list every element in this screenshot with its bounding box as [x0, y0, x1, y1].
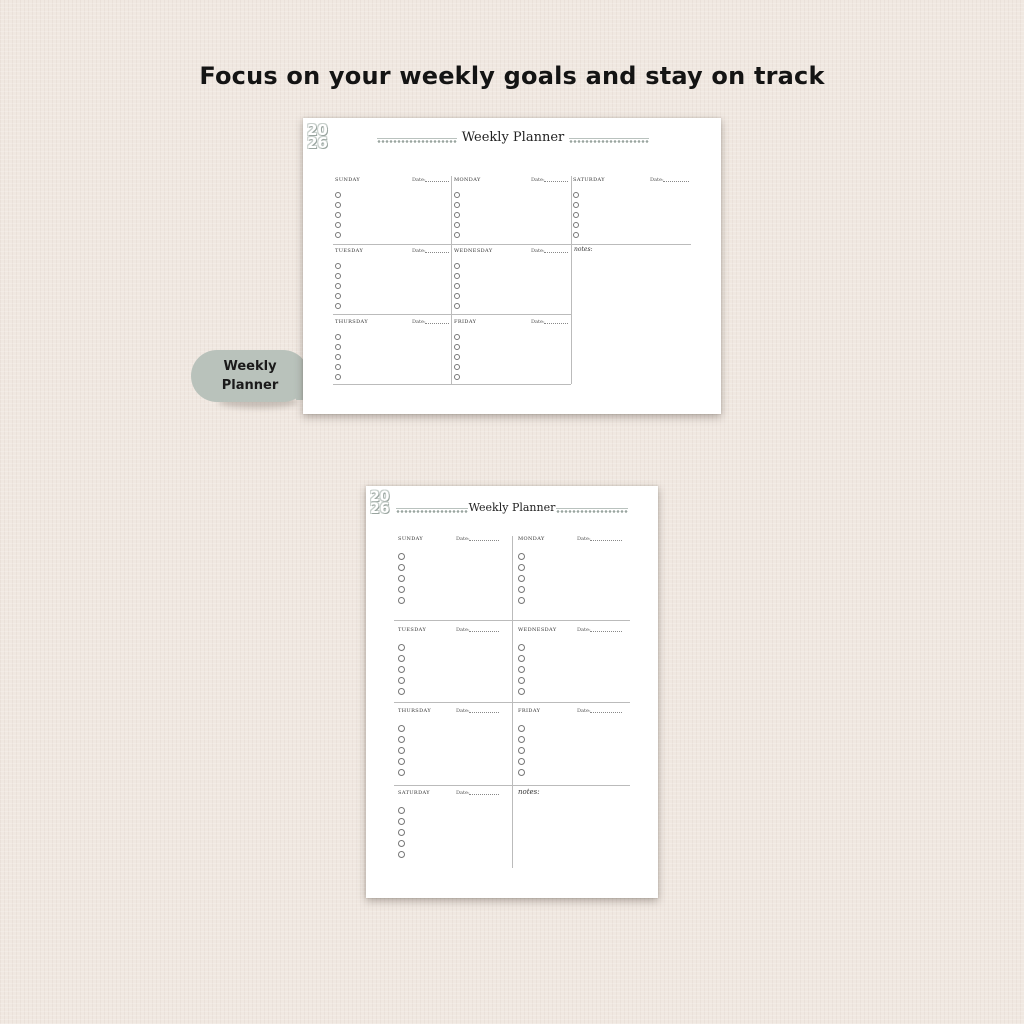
task-checkbox[interactable]	[454, 283, 460, 289]
task-checkbox[interactable]	[398, 597, 405, 604]
title-ornament-left	[377, 138, 457, 144]
date-label: Date:	[531, 248, 545, 254]
task-checkbox[interactable]	[398, 851, 405, 858]
task-checkbox[interactable]	[398, 758, 405, 765]
task-checkbox[interactable]	[335, 334, 341, 340]
task-checkbox[interactable]	[454, 192, 460, 198]
task-checklist	[398, 807, 405, 862]
date-field[interactable]	[544, 323, 568, 324]
task-checkbox[interactable]	[398, 644, 405, 651]
date-label: Date:	[577, 536, 591, 542]
task-checkbox[interactable]	[518, 736, 525, 743]
task-checkbox[interactable]	[518, 677, 525, 684]
date-field[interactable]	[544, 252, 568, 253]
task-checkbox[interactable]	[518, 769, 525, 776]
task-checkbox[interactable]	[335, 283, 341, 289]
date-label: Date:	[531, 319, 545, 325]
task-checkbox[interactable]	[335, 364, 341, 370]
day-label-friday: FRIDAY	[454, 319, 477, 325]
task-checklist	[398, 553, 405, 608]
task-checkbox[interactable]	[573, 212, 579, 218]
day-label-thursday: THURSDAY	[398, 708, 432, 714]
task-checkbox[interactable]	[335, 222, 341, 228]
task-checklist	[335, 334, 341, 384]
task-checklist	[518, 644, 525, 699]
year-top: 20	[370, 489, 390, 505]
task-checkbox[interactable]	[518, 688, 525, 695]
grid-divider	[333, 384, 571, 385]
task-checkbox[interactable]	[398, 818, 405, 825]
task-checkbox[interactable]	[398, 747, 405, 754]
day-label-friday: FRIDAY	[518, 708, 541, 714]
task-checkbox[interactable]	[398, 769, 405, 776]
day-label-wednesday: WEDNESDAY	[454, 248, 493, 254]
task-checkbox[interactable]	[518, 747, 525, 754]
task-checkbox[interactable]	[335, 293, 341, 299]
grid-divider	[394, 785, 630, 786]
notes-label: notes:	[574, 246, 593, 253]
task-checkbox[interactable]	[335, 192, 341, 198]
date-field[interactable]	[590, 631, 622, 632]
title-ornament-left	[396, 508, 468, 514]
title-ornament-right	[556, 508, 628, 514]
task-checkbox[interactable]	[518, 655, 525, 662]
task-checklist	[573, 192, 579, 242]
day-label-tuesday: TUESDAY	[398, 627, 427, 633]
task-checkbox[interactable]	[518, 575, 525, 582]
date-label: Date:	[412, 319, 426, 325]
task-checkbox[interactable]	[335, 202, 341, 208]
task-checkbox[interactable]	[454, 232, 460, 238]
task-checklist	[454, 192, 460, 242]
day-label-sunday: SUNDAY	[398, 536, 424, 542]
date-field[interactable]	[469, 631, 499, 632]
year-badge	[307, 121, 328, 152]
task-checkbox[interactable]	[335, 354, 341, 360]
year-top: 20	[307, 121, 328, 139]
task-checkbox[interactable]	[398, 677, 405, 684]
task-checkbox[interactable]	[518, 644, 525, 651]
landscape-planner-page	[303, 118, 721, 414]
task-checkbox[interactable]	[454, 222, 460, 228]
task-checklist	[518, 553, 525, 608]
date-label: Date:	[412, 177, 426, 183]
date-label: Date:	[531, 177, 545, 183]
weekly-planner-badge	[191, 350, 309, 402]
year-bottom: 26	[307, 133, 328, 152]
date-field[interactable]	[469, 540, 499, 541]
date-field[interactable]	[590, 712, 622, 713]
task-checkbox[interactable]	[573, 232, 579, 238]
task-checkbox[interactable]	[398, 688, 405, 695]
task-checklist	[454, 334, 460, 384]
notes-label: notes:	[518, 788, 540, 796]
date-label: Date:	[456, 536, 470, 542]
date-label: Date:	[456, 627, 470, 633]
day-label-monday: MONDAY	[518, 536, 545, 542]
task-checkbox[interactable]	[454, 334, 460, 340]
task-checkbox[interactable]	[398, 655, 405, 662]
task-checkbox[interactable]	[398, 807, 405, 814]
task-checkbox[interactable]	[398, 575, 405, 582]
date-label: Date:	[577, 708, 591, 714]
badge-line-2: Planner	[221, 378, 279, 393]
date-field[interactable]	[425, 181, 449, 182]
task-checkbox[interactable]	[454, 364, 460, 370]
date-label: Date:	[577, 627, 591, 633]
year-badge	[370, 489, 390, 517]
day-label-sunday: SUNDAY	[335, 177, 361, 183]
date-field[interactable]	[663, 181, 689, 182]
day-label-thursday: THURSDAY	[335, 319, 369, 325]
page-title: Weekly Planner	[461, 130, 565, 145]
headline: Focus on your weekly goals and stay on track	[199, 62, 825, 90]
page-title: Weekly Planner	[468, 501, 556, 514]
task-checkbox[interactable]	[454, 293, 460, 299]
grid-divider	[451, 176, 452, 384]
grid-divider	[394, 620, 630, 621]
task-checkbox[interactable]	[335, 344, 341, 350]
task-checkbox[interactable]	[398, 840, 405, 847]
task-checkbox[interactable]	[335, 232, 341, 238]
task-checkbox[interactable]	[518, 586, 525, 593]
task-checklist	[518, 725, 525, 780]
task-checkbox[interactable]	[454, 263, 460, 269]
task-checkbox[interactable]	[398, 586, 405, 593]
year-bottom: 26	[370, 500, 390, 517]
task-checkbox[interactable]	[573, 192, 579, 198]
task-checkbox[interactable]	[398, 666, 405, 673]
task-checklist	[335, 263, 341, 313]
task-checkbox[interactable]	[335, 263, 341, 269]
task-checklist	[335, 192, 341, 242]
grid-divider	[571, 176, 572, 384]
date-label: Date:	[650, 177, 664, 183]
task-checkbox[interactable]	[518, 758, 525, 765]
badge-line-1: Weekly	[223, 358, 277, 374]
task-checklist	[454, 263, 460, 313]
task-checkbox[interactable]	[573, 222, 579, 228]
task-checkbox[interactable]	[518, 725, 525, 732]
task-checklist	[398, 725, 405, 780]
grid-divider	[333, 314, 571, 315]
date-field[interactable]	[590, 540, 622, 541]
day-label-monday: MONDAY	[454, 177, 481, 183]
task-checkbox[interactable]	[454, 273, 460, 279]
day-label-tuesday: TUESDAY	[335, 248, 364, 254]
task-checkbox[interactable]	[335, 273, 341, 279]
grid-divider	[333, 244, 691, 245]
task-checkbox[interactable]	[398, 564, 405, 571]
task-checkbox[interactable]	[573, 202, 579, 208]
date-field[interactable]	[469, 794, 499, 795]
date-field[interactable]	[469, 712, 499, 713]
task-checkbox[interactable]	[518, 597, 525, 604]
day-label-saturday: SATURDAY	[398, 790, 430, 796]
date-label: Date:	[456, 708, 470, 714]
task-checklist	[398, 644, 405, 699]
task-checkbox[interactable]	[335, 303, 341, 309]
task-checkbox[interactable]	[398, 736, 405, 743]
task-checkbox[interactable]	[454, 374, 460, 380]
task-checkbox[interactable]	[454, 344, 460, 350]
date-field[interactable]	[425, 252, 449, 253]
task-checkbox[interactable]	[335, 212, 341, 218]
day-label-wednesday: WEDNESDAY	[518, 627, 557, 633]
portrait-planner-page	[366, 486, 658, 898]
task-checkbox[interactable]	[335, 374, 341, 380]
task-checkbox[interactable]	[398, 553, 405, 560]
task-checkbox[interactable]	[518, 564, 525, 571]
task-checkbox[interactable]	[454, 212, 460, 218]
date-field[interactable]	[425, 323, 449, 324]
date-label: Date:	[412, 248, 426, 254]
task-checkbox[interactable]	[398, 829, 405, 836]
task-checkbox[interactable]	[454, 303, 460, 309]
task-checkbox[interactable]	[518, 553, 525, 560]
task-checkbox[interactable]	[454, 354, 460, 360]
day-label-saturday: SATURDAY	[573, 177, 605, 183]
date-field[interactable]	[544, 181, 568, 182]
task-checkbox[interactable]	[454, 202, 460, 208]
title-ornament-right	[569, 138, 649, 144]
date-label: Date:	[456, 790, 470, 796]
grid-divider	[394, 702, 630, 703]
task-checkbox[interactable]	[518, 666, 525, 673]
task-checkbox[interactable]	[398, 725, 405, 732]
